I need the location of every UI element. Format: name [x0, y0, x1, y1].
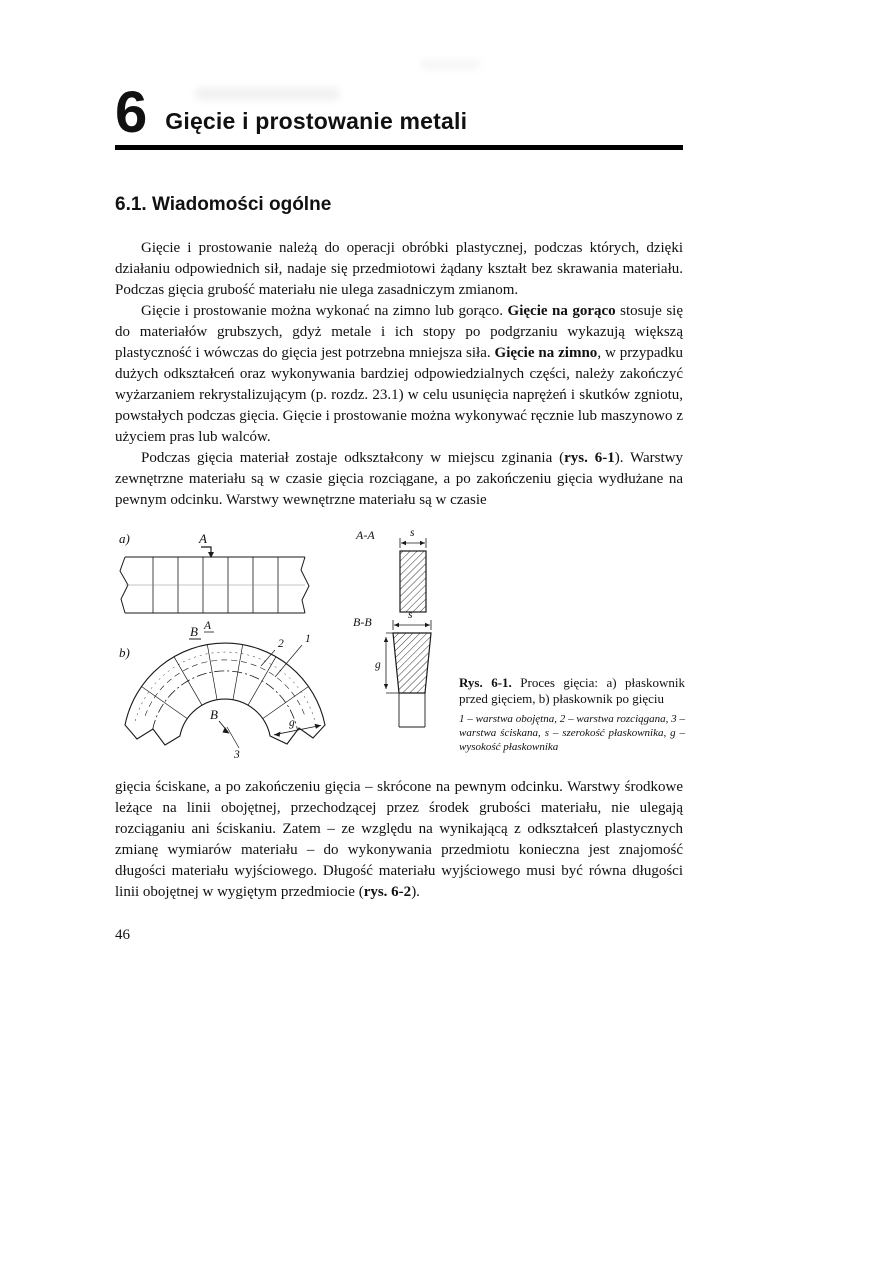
figure-drawings	[115, 525, 345, 775]
text-run: Gięcie i prostowanie można wykonać na zimno lub gorąco.	[141, 303, 508, 320]
layer-label-2: 2	[278, 638, 284, 651]
section-label-b-b: B-B	[353, 615, 372, 630]
dim-label-s-aa: s	[410, 527, 415, 540]
figure-cross-sections	[351, 525, 466, 740]
chapter-header	[115, 80, 683, 150]
text-run: stosuje się do materiałów grubszych, gdyż metale i ich stopy po podgrzaniu wykazują większą plastyczność i wówczas do gięcia jest potrzebna mniejsza siła.	[115, 303, 683, 362]
figure-caption-label: Rys. 6-1.	[459, 675, 512, 691]
chapter-title: Gięcie i prostowanie metali	[165, 108, 468, 135]
section-a-a	[400, 538, 426, 612]
text-run: Gięcie i prostowanie należą do operacji obróbki plastycznej, podczas których, dzięki działaniu odpowiednich sił, nadaje się przedmiotowi żądany kształt bez skrawania materiału. Podczas gięcia grubość materiału nie ulega zasadniczym zmianom.	[115, 240, 683, 299]
figure-label-a: a)	[119, 531, 130, 547]
cut-label-a-bottom: A	[204, 620, 212, 633]
dim-label-s-bb: s	[408, 609, 413, 622]
dim-label-g-bb: g	[375, 659, 381, 672]
cut-label-b-arc: B	[210, 707, 218, 723]
layer-label-1: 1	[305, 633, 311, 646]
chapter-number: 6	[115, 80, 148, 145]
cut-label-b-bottom: B	[190, 624, 198, 640]
layer-label-3: 3	[234, 749, 240, 762]
section-b-b	[384, 620, 431, 727]
section-label-a-a: A-A	[356, 528, 375, 543]
figure-caption-line	[459, 675, 685, 707]
section-heading: 6.1. Wiadomości ogólne	[115, 194, 332, 216]
text-run: gięcia ściskane, a po zakończeniu gięcia – skrócone na pewnym odcinku. Warstwy środkowe leżące na linii obojętnej, przechodzącej przez środek grubości materiału, nie ulegają rozciąganiu ani ściskaniu. Zatem – ze względu na wynikającą z odkształceń plastycznych zmianę wymiarów materiału – do wykonywania przedmiotu konieczna jest znajomość długości materiału wyjściowego. Długość materiału wyjściowego musi być równa długości linii obojętnej w wygiętym przedmiocie (	[115, 779, 683, 901]
figure-6-1	[115, 525, 686, 777]
text-run: , w przypadku dużych odkształceń oraz wykonywania bardziej odpowiedzialnych części, należy zakończyć wyżarzaniem rekrystalizującym (p. rozdz. 23.1) w celu usunięcia naprężeń i skutków zgniotu, powstałych podczas gięcia. Gięcie i prostowanie można wykonywać ręcznie lub maszynowo z użyciem pras lub walców.	[115, 345, 683, 446]
cut-label-a-top: A	[199, 531, 207, 547]
paragraph-4	[115, 777, 683, 903]
page-content	[115, 80, 686, 944]
figure-label-b: b)	[119, 645, 130, 661]
drawing-flat-bar	[120, 547, 309, 639]
text-run-bold: Gięcie na zimno	[494, 345, 598, 362]
paragraph-1	[115, 238, 683, 301]
scan-artifact	[420, 60, 480, 69]
text-run-bold: rys. 6-1	[564, 450, 615, 467]
drawing-bent-bar	[125, 643, 325, 748]
text-run: Podczas gięcia materiał zostaje odkształcony w miejscu zginania (	[141, 450, 565, 467]
figure-caption-text: Proces gięcia: a) płaskownik przed gięciem, b) płaskownik po gięciu	[459, 675, 686, 707]
text-run-bold: Gięcie na gorąco	[507, 303, 616, 320]
paragraph-3	[115, 448, 683, 511]
figure-caption	[459, 675, 685, 754]
dim-label-g-arc: g	[289, 717, 295, 730]
paragraph-2	[115, 301, 683, 448]
text-run: ). Warstwy zewnętrzne materiału są w czasie gięcia rozciągane, a po zakończeniu gięcia wydłużane na pewnym odcinku. Warstwy wewnętrzne materiału są w czasie	[115, 450, 683, 509]
text-run: ).	[411, 884, 420, 901]
figure-legend: 1 – warstwa obojętna, 2 – warstwa rozciągana, 3 – warstwa ściskana, s – szerokość płaskownika, g – wysokość płaskownika	[459, 713, 685, 754]
text-run-bold: rys. 6-2	[363, 884, 412, 901]
page-number: 46	[115, 927, 130, 944]
